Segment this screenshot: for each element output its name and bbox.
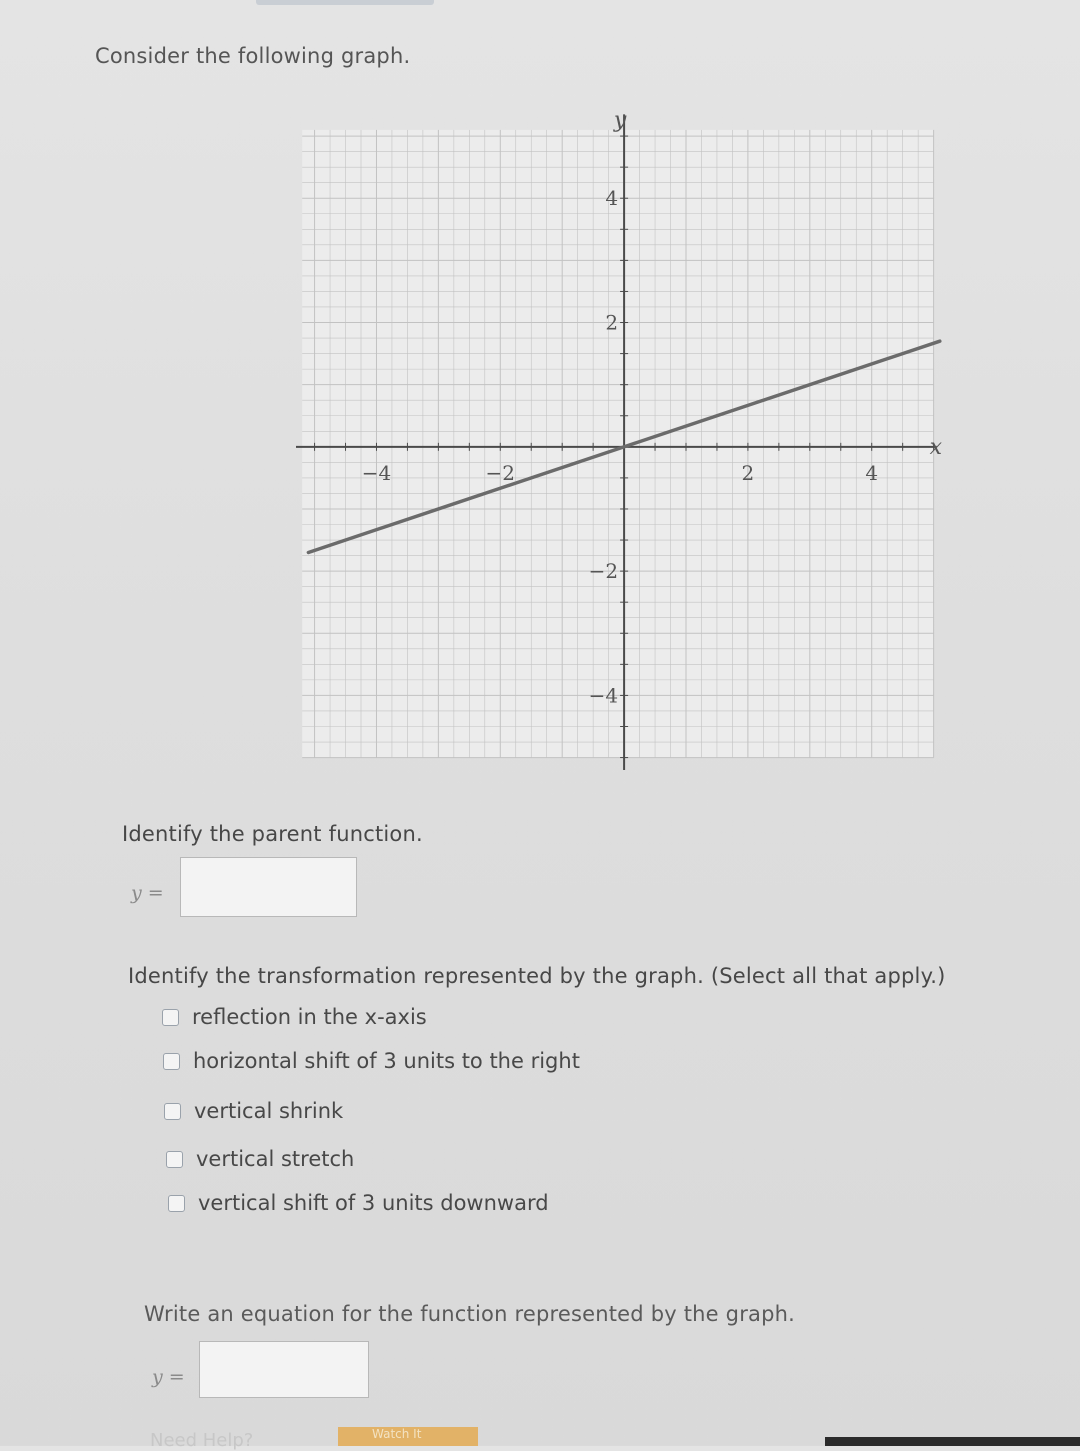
checkbox[interactable] <box>164 1103 181 1120</box>
option-label: vertical shift of 3 units downward <box>198 1191 549 1215</box>
intro-text: Consider the following graph. <box>95 44 411 68</box>
y-tick-label: −4 <box>588 683 619 708</box>
option-vertical-shift[interactable] <box>168 1191 549 1215</box>
x-tick-label: −2 <box>485 460 516 485</box>
parent-function-label: y = <box>131 882 164 904</box>
option-vertical-stretch[interactable] <box>166 1147 354 1171</box>
parent-function-input[interactable] <box>180 857 357 917</box>
option-label: vertical stretch <box>196 1147 355 1171</box>
graph-canvas <box>296 105 946 770</box>
x-tick-label: 2 <box>741 460 755 485</box>
bottom-bar <box>825 1437 1080 1446</box>
option-label: reflection in the x-axis <box>192 1005 427 1029</box>
parent-function-prompt: Identify the parent function. <box>122 822 423 846</box>
option-label: vertical shrink <box>194 1099 344 1123</box>
option-label: horizontal shift of 3 units to the right <box>193 1049 580 1073</box>
checkbox[interactable] <box>166 1151 183 1168</box>
option-horizontal-shift[interactable] <box>163 1049 580 1073</box>
watch-it-button[interactable]: Watch It <box>338 1427 478 1446</box>
transformation-prompt: Identify the transformation represented by the graph. (Select all that apply.) <box>128 964 946 988</box>
equation-prompt: Write an equation for the function represented by the graph. <box>144 1302 796 1326</box>
top-tab-edge <box>256 0 434 5</box>
option-vertical-shrink[interactable] <box>164 1099 343 1123</box>
grid-background <box>302 130 933 758</box>
y-tick-label: −2 <box>588 559 619 584</box>
function-graph <box>296 105 946 770</box>
checkbox[interactable] <box>163 1053 180 1070</box>
x-tick-label: 4 <box>865 460 879 485</box>
x-axis-label: x <box>929 434 942 460</box>
need-help-label: Need Help? <box>150 1430 254 1451</box>
equation-input[interactable] <box>199 1341 369 1398</box>
x-tick-label: −4 <box>361 460 392 485</box>
checkbox[interactable] <box>162 1009 179 1026</box>
option-reflection-x-axis[interactable] <box>162 1005 427 1029</box>
y-tick-label: 4 <box>605 186 619 211</box>
equation-label: y = <box>152 1366 185 1388</box>
checkbox[interactable] <box>168 1195 185 1212</box>
y-axis-label: y <box>613 108 627 133</box>
y-tick-label: 2 <box>605 310 619 335</box>
